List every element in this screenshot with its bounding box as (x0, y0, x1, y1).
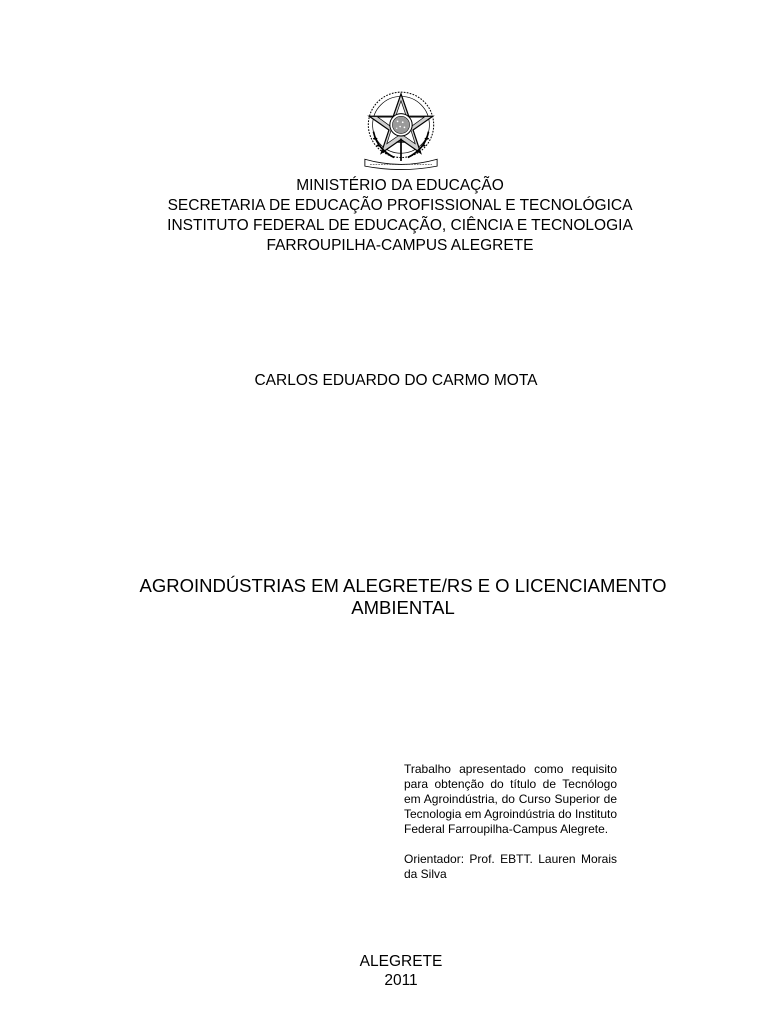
brazil-coat-of-arms-icon (358, 86, 444, 174)
submission-description: Trabalho apresentado como requisito para obtenção do título de Tecnólogo em Agroindústria, do Curso Superior de Tecnologia em Agroindústria do Instituto Federal Farroupilha-Campus Alegrete. (404, 762, 617, 836)
title-line-2: AMBIENTAL (351, 597, 455, 618)
institute-line: INSTITUTO FEDERAL DE EDUCAÇÃO, CIÊNCIA E TECNOLOGIA (167, 217, 633, 234)
document-title (0, 575, 768, 619)
author-name: CARLOS EDUARDO DO CARMO MOTA (254, 372, 538, 389)
location-date (0, 952, 768, 990)
ministry-line: MINISTÉRIO DA EDUCAÇÃO (296, 177, 504, 194)
secretariat-line: SECRETARIA DE EDUCAÇÃO PROFISSIONAL E TECNOLÓGICA (167, 197, 633, 214)
institution-header (0, 176, 768, 256)
year-label: 2011 (384, 972, 418, 989)
campus-line: FARROUPILHA-CAMPUS ALEGRETE (266, 237, 534, 254)
submission-note (404, 762, 617, 882)
advisor-line: Orientador: Prof. EBTT. Lauren Morais da Silva (404, 852, 617, 881)
city-label: ALEGRETE (359, 953, 443, 970)
title-line-1: AGROINDÚSTRIAS EM ALEGRETE/RS E O LICENCIAMENTO (139, 575, 667, 596)
